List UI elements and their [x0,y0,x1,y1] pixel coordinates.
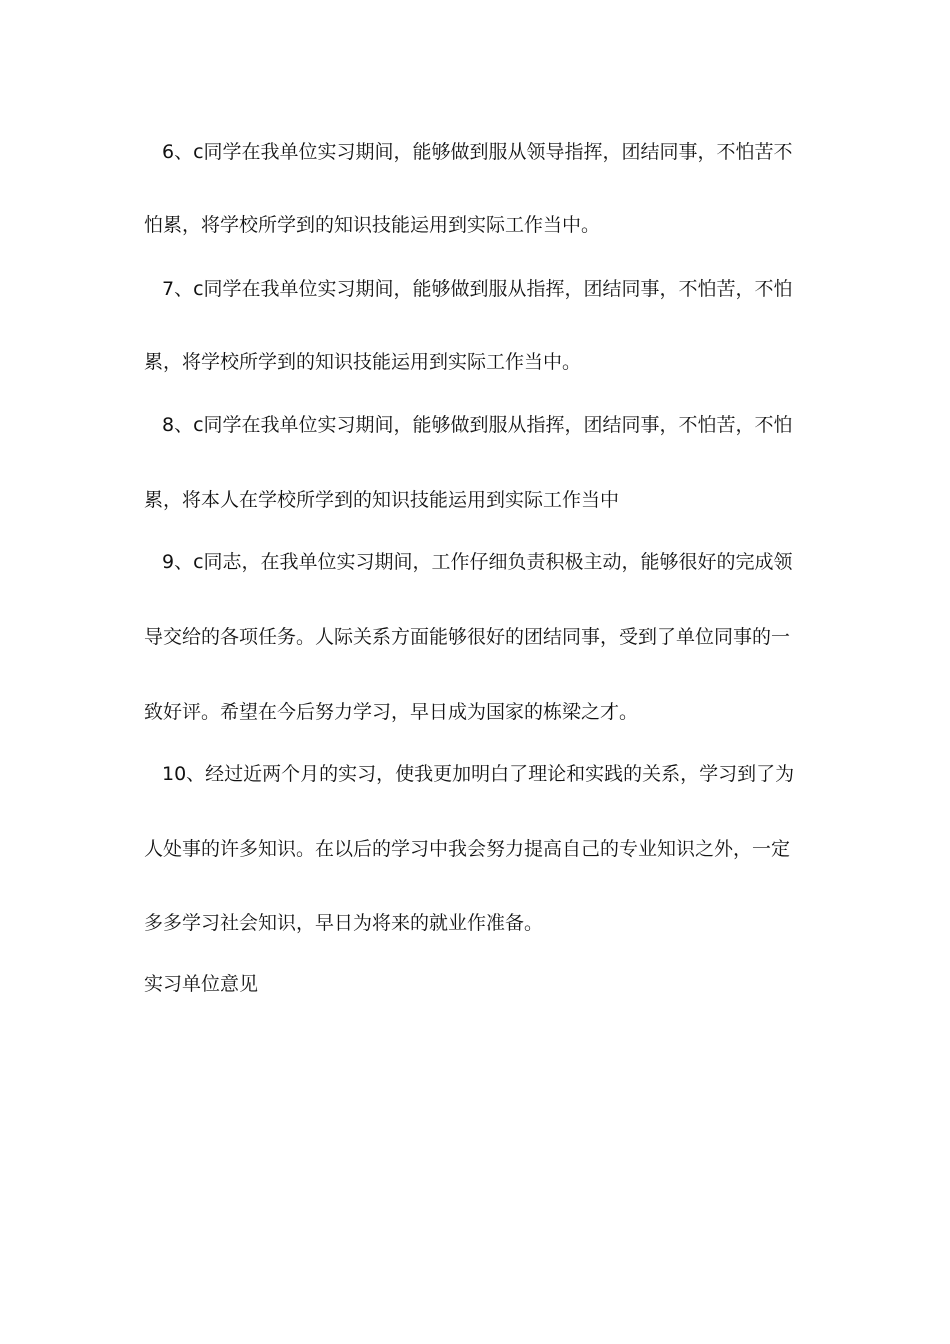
item-7-line-2: 累，将学校所学到的知识技能运用到实际工作当中。 [144,351,582,373]
section-heading: 实习单位意见 [144,973,259,995]
item-6-line-2: 怕累，将学校所学到的知识技能运用到实际工作当中。 [144,214,601,236]
item-10-line-3: 多多学习社会知识，早日为将来的就业作准备。 [144,912,544,934]
item-8-line-1: 8、c同学在我单位实习期间，能够做到服从指挥，团结同事，不怕苦，不怕 [162,414,793,436]
item-9-line-2: 导交给的各项任务。人际关系方面能够很好的团结同事，受到了单位同事的一 [144,626,791,648]
item-10-line-2: 人处事的许多知识。在以后的学习中我会努力提高自己的专业知识之外，一定 [144,838,791,860]
item-7-line-1: 7、c同学在我单位实习期间，能够做到服从指挥，团结同事，不怕苦，不怕 [162,278,793,300]
item-6-line-1: 6、c同学在我单位实习期间，能够做到服从领导指挥，团结同事，不怕苦不 [162,141,793,163]
item-9-line-3: 致好评。希望在今后努力学习，早日成为国家的栋梁之才。 [144,701,639,723]
item-8-line-2: 累，将本人在学校所学到的知识技能运用到实际工作当中 [144,489,620,511]
item-9-line-1: 9、c同志，在我单位实习期间，工作仔细负责积极主动，能够很好的完成领 [162,551,793,573]
item-10-line-1: 10、经过近两个月的实习，使我更加明白了理论和实践的关系，学习到了为 [162,763,795,785]
